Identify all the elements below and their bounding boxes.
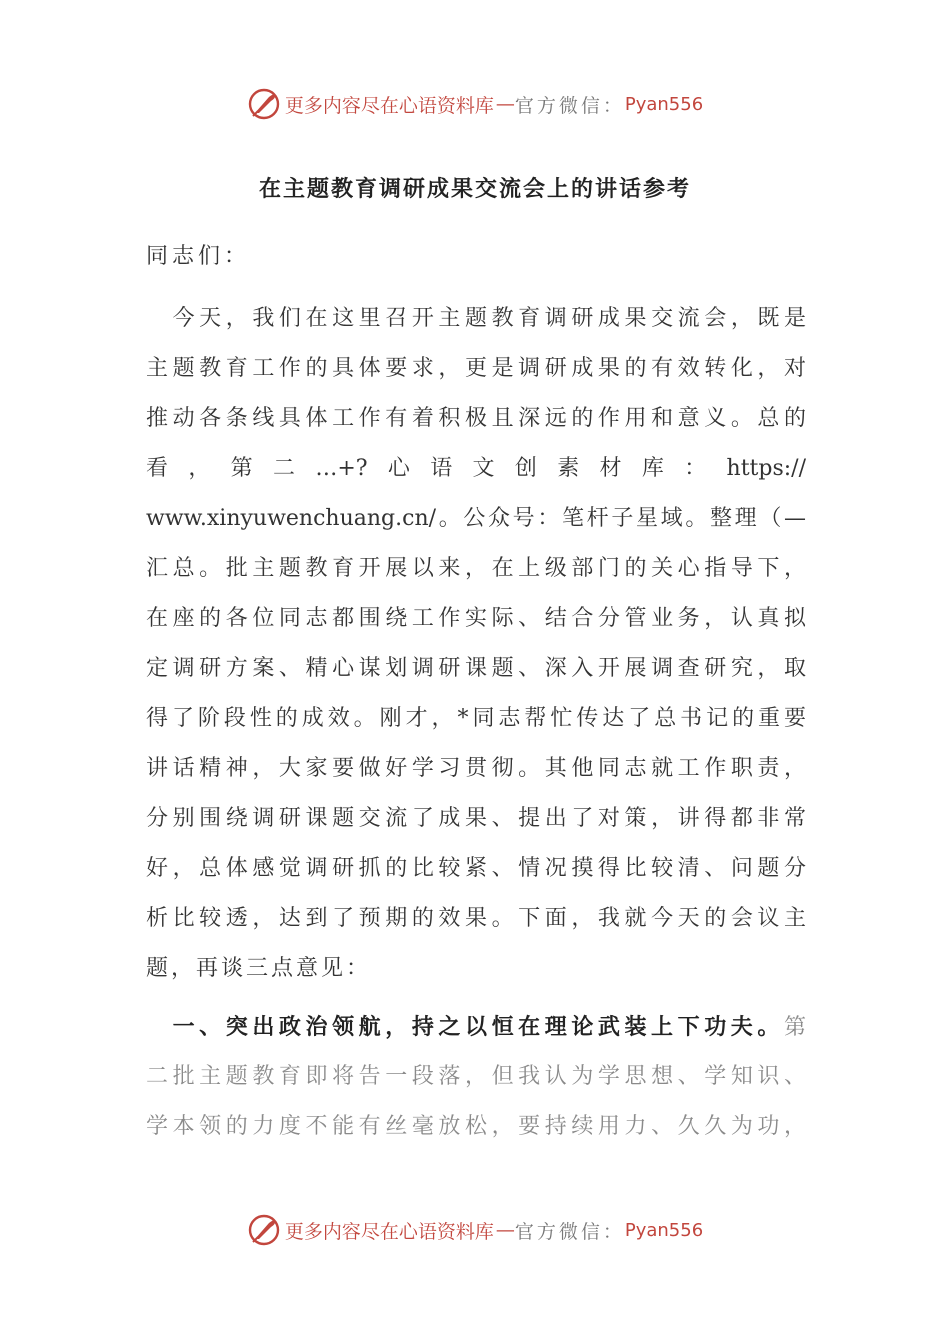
salutation: 同志们： [146, 244, 251, 269]
watermark-banner-bottom [0, 1210, 950, 1250]
paragraph-intro [146, 294, 806, 994]
paragraph-line: 今天，我们在这里召开主题教育调研成果交流会，既是 [146, 306, 806, 331]
watermark-dash: — [495, 1219, 513, 1241]
section-one-tail: 第 [783, 1015, 806, 1040]
watermark-slogan: 更多内容尽在心语资料库 [284, 1220, 494, 1243]
section-heading-line [146, 1002, 806, 1052]
watermark-wechat-label: 官方微信： [514, 94, 625, 117]
section-one [146, 1002, 806, 1152]
quill-logo-icon [247, 87, 281, 121]
paragraph-line: 讲话精神，大家要做好学习贯彻。其他同志就工作职责， [146, 756, 806, 781]
paragraph-line: 好，总体感觉调研抓的比较紧、情况摸得比较清、问题分 [146, 856, 806, 881]
watermark-wechat-label: 官方微信： [514, 1220, 625, 1243]
watermark-account-id: Pyan556 [624, 1219, 704, 1241]
paragraph-line: 二批主题教育即将告一段落，但我认为学思想、学知识、 [146, 1064, 806, 1089]
watermark-slogan: 更多内容尽在心语资料库 [284, 94, 494, 117]
paragraph-line: www.xinyuwenchuang.cn/。公众号：笔杆子星域。整理（— [146, 506, 806, 531]
watermark-account-id: Pyan556 [624, 93, 704, 115]
paragraph-line: 学本领的力度不能有丝毫放松，要持续用力、久久为功， [146, 1114, 806, 1139]
paragraph-line: 分别围绕调研课题交流了成果、提出了对策，讲得都非常 [146, 806, 806, 831]
paragraph-line: 主题教育工作的具体要求，更是调研成果的有效转化，对 [146, 356, 806, 381]
paragraph-line: 推动各条线具体工作有着积极且深远的作用和意义。总的 [146, 406, 806, 431]
section-one-heading: 一、突出政治领航，持之以恒在理论武装上下功夫。 [146, 1014, 784, 1040]
paragraph-line: 定调研方案、精心谋划调研课题、深入开展调查研究，取 [146, 656, 806, 681]
paragraph-line: 看，第二…+?心语文创素材库：https:// [146, 456, 806, 481]
quill-logo-icon [247, 1213, 281, 1247]
watermark-banner-top [0, 84, 950, 124]
document-title: 在主题教育调研成果交流会上的讲话参考 [258, 176, 691, 202]
watermark-dash: — [495, 93, 513, 115]
paragraph-line: 得了阶段性的成效。刚才，*同志帮忙传达了总书记的重要 [146, 706, 806, 731]
paragraph-line: 在座的各位同志都围绕工作实际、结合分管业务，认真拟 [146, 606, 806, 631]
paragraph-line: 汇总。批主题教育开展以来，在上级部门的关心指导下， [146, 556, 806, 581]
paragraph-line: 题，再谈三点意见： [146, 956, 372, 981]
paragraph-line: 析比较透，达到了预期的效果。下面，我就今天的会议主 [146, 906, 806, 931]
